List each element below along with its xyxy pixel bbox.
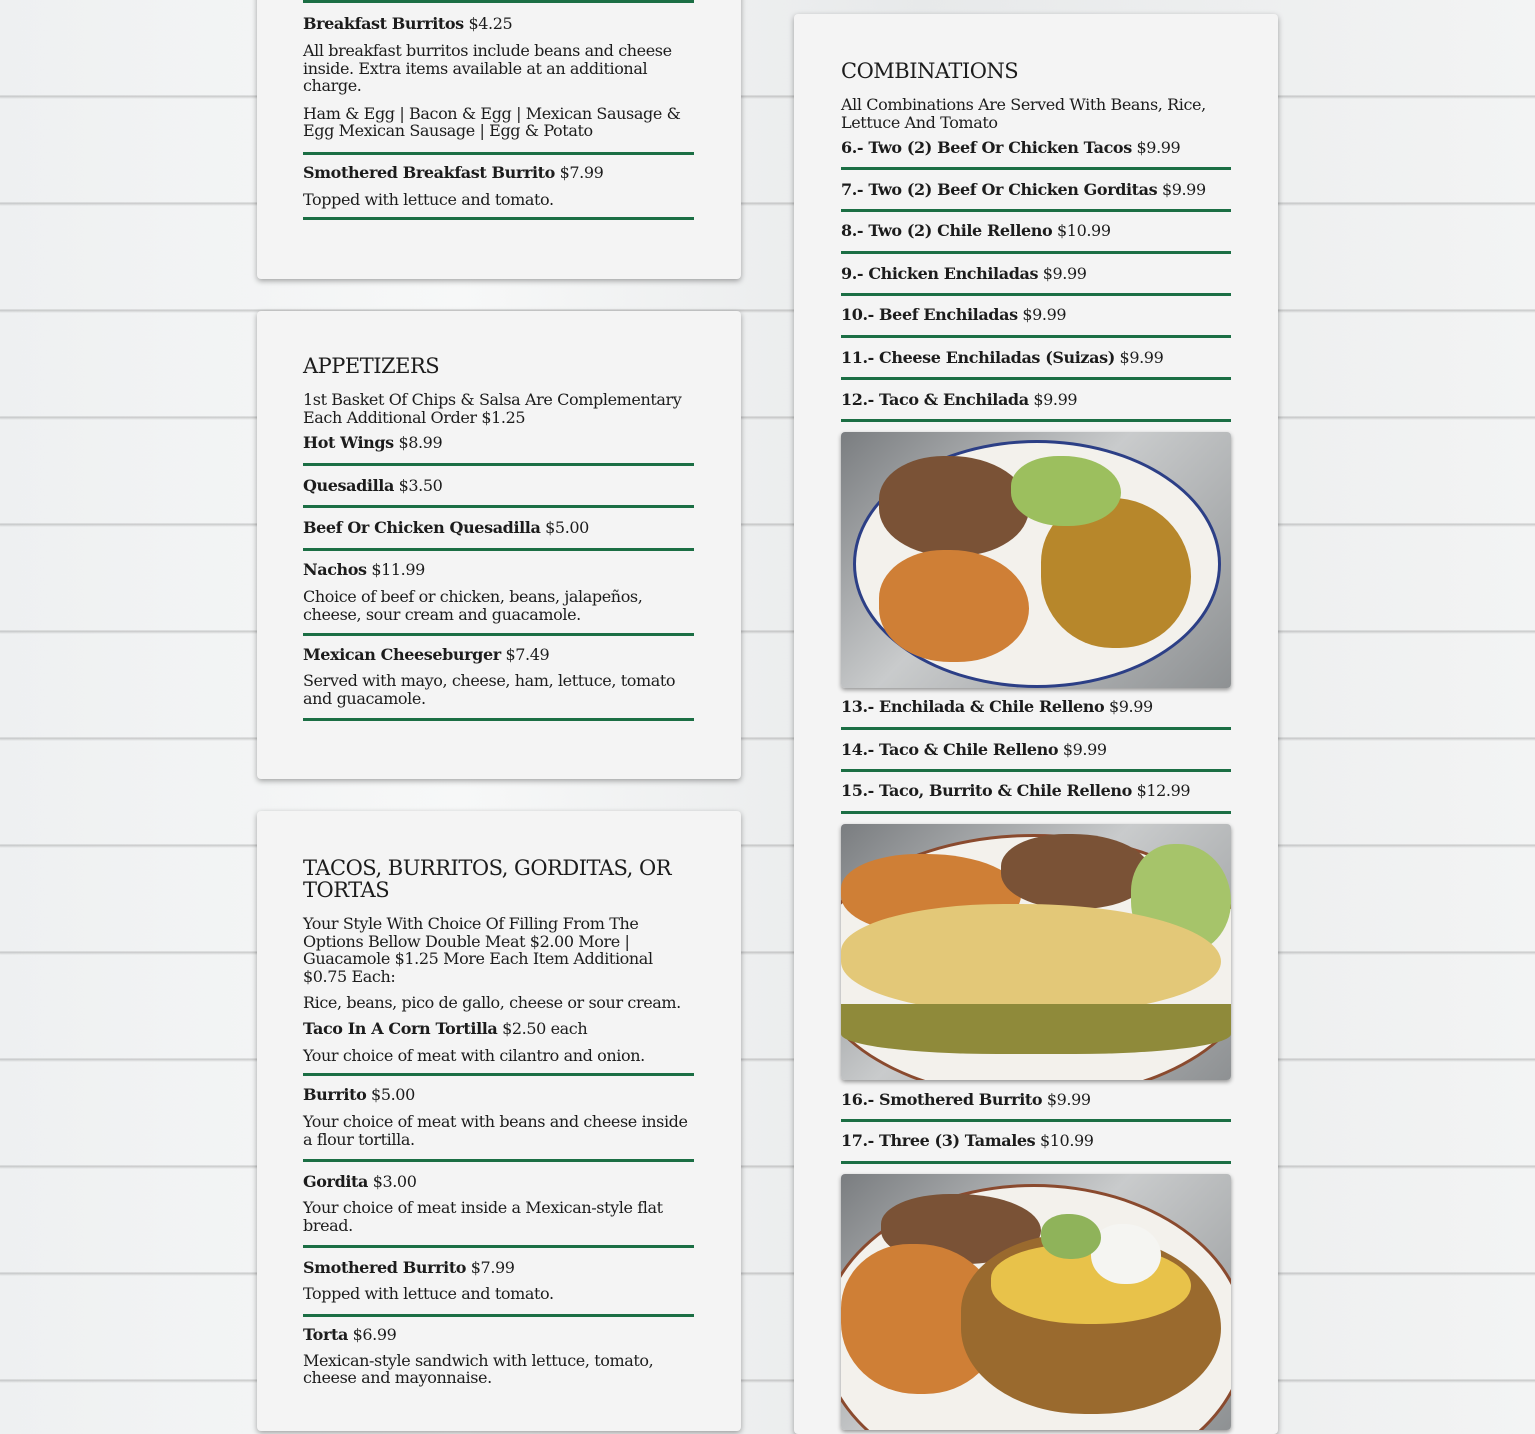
- menu-item: [303, 155, 694, 221]
- item-price: $12.99: [1136, 781, 1191, 800]
- item-name: 12.- Taco & Enchilada: [841, 390, 1029, 409]
- item-name: Gordita: [303, 1172, 368, 1191]
- menu-item: [841, 772, 1231, 814]
- menu-item: [841, 688, 1231, 730]
- item-price: $9.99: [1062, 740, 1107, 759]
- item-name: 17.- Three (3) Tamales: [841, 1131, 1036, 1150]
- item-description: Choice of beef or chicken, beans, jalapeños, cheese, sour cream and guacamole.: [303, 587, 643, 624]
- item-description: Your choice of meat with cilantro and onion.: [303, 1045, 645, 1065]
- menu-item: [841, 1080, 1231, 1122]
- section-title: TACOS, BURRITOS, GORDITAS, OR TORTAS: [303, 856, 672, 902]
- smothered-burrito-photo: [841, 824, 1231, 1080]
- menu-item: [303, 1012, 694, 1077]
- item-name: Breakfast Burritos: [303, 14, 464, 33]
- item-name: 16.- Smothered Burrito: [841, 1090, 1043, 1109]
- item-price: $4.25: [468, 14, 513, 33]
- item-price: $9.99: [1109, 697, 1153, 716]
- item-description: Your choice of meat with beans and cheese inside a flour tortilla.: [303, 1112, 688, 1149]
- item-description: Topped with lettuce and tomato.: [303, 189, 554, 209]
- item-price: $9.99: [1042, 264, 1087, 283]
- item-description: Topped with lettuce and tomato.: [303, 1284, 554, 1303]
- item-name: Beef Or Chicken Quesadilla: [303, 518, 541, 537]
- item-price: $9.99: [1046, 1090, 1091, 1109]
- enchilada-plate-photo: [841, 432, 1231, 688]
- item-price: $7.99: [470, 1258, 515, 1277]
- menu-item: [841, 296, 1231, 338]
- item-price: $5.00: [371, 1085, 415, 1104]
- item-price: $10.99: [1057, 221, 1111, 240]
- flautas-plate-photo: [841, 1174, 1231, 1430]
- item-price: $9.99: [1022, 305, 1067, 324]
- item-price: $7.99: [559, 162, 604, 182]
- item-name: Smothered Breakfast Burrito: [303, 162, 555, 182]
- section-title: COMBINATIONS: [841, 59, 1019, 83]
- item-price: $8.99: [398, 433, 443, 452]
- item-name: Nachos: [303, 560, 367, 579]
- item-name: 8.- Two (2) Chile Relleno: [841, 221, 1053, 240]
- item-name: Mexican Cheeseburger: [303, 645, 501, 664]
- item-price: $9.99: [1136, 138, 1181, 157]
- item-name: Taco In A Corn Tortilla: [303, 1018, 498, 1038]
- item-description: All breakfast burritos include beans and cheese inside. Extra items available at an additional charge.: [303, 41, 672, 95]
- item-description: Mexican-style sandwich with lettuce, tomato, cheese and mayonnaise.: [303, 1350, 654, 1387]
- item-name: 14.- Taco & Chile Relleno: [841, 740, 1059, 759]
- menu-item: [303, 551, 694, 636]
- section-description: All Combinations Are Served With Beans, Rice, Lettuce And Tomato: [841, 95, 1206, 132]
- item-description: Served with mayo, cheese, ham, lettuce, tomato and guacamole.: [303, 671, 676, 708]
- menu-item: [303, 1162, 694, 1248]
- item-price: $2.50 each: [502, 1018, 588, 1038]
- item-price: $7.49: [505, 645, 550, 664]
- tacos-panel: [257, 811, 741, 1431]
- item-name: Quesadilla: [303, 476, 394, 495]
- item-name: 15.- Taco, Burrito & Chile Relleno: [841, 781, 1132, 800]
- breakfast-panel: [257, 0, 741, 279]
- item-description: Your choice of meat inside a Mexican-style flat bread.: [303, 1198, 663, 1235]
- item-price: $9.99: [1161, 180, 1206, 199]
- menu-item: [303, 3, 694, 155]
- item-name: 7.- Two (2) Beef Or Chicken Gorditas: [841, 180, 1158, 199]
- menu-item: [841, 212, 1231, 254]
- section-note: Rice, beans, pico de gallo, cheese or sour cream.: [303, 993, 681, 1012]
- item-name: Burrito: [303, 1085, 367, 1104]
- section-title: APPETIZERS: [303, 354, 440, 378]
- item-price: $9.99: [1119, 348, 1164, 367]
- menu-item: [303, 466, 694, 508]
- item-name: 13.- Enchilada & Chile Relleno: [841, 697, 1105, 716]
- menu-item: [303, 1076, 694, 1162]
- item-price: $3.50: [398, 476, 443, 495]
- item-price: $11.99: [371, 560, 425, 579]
- menu-item: [303, 1317, 694, 1387]
- item-price: $9.99: [1033, 390, 1078, 409]
- section-description: 1st Basket Of Chips & Salsa Are Complementary Each Additional Order $1.25: [303, 390, 682, 427]
- section-description: Your Style With Choice Of Filling From The Options Bellow Double Meat $2.00 More | Guacamole $1.25 More Each Item Additional $0.75 Each:: [303, 914, 653, 986]
- item-name: 6.- Two (2) Beef Or Chicken Tacos: [841, 138, 1132, 157]
- menu-item: [841, 1122, 1231, 1164]
- item-price: $5.00: [545, 518, 589, 537]
- menu-item: [841, 254, 1231, 296]
- item-price: $3.00: [372, 1172, 417, 1191]
- menu-item: [303, 636, 694, 721]
- item-price: $10.99: [1039, 1131, 1094, 1150]
- combinations-panel: [794, 14, 1278, 1434]
- item-name: 11.- Cheese Enchiladas (Suizas): [841, 348, 1115, 367]
- menu-item: [841, 730, 1231, 772]
- item-name: Hot Wings: [303, 433, 394, 452]
- item-name: 9.- Chicken Enchiladas: [841, 264, 1039, 283]
- item-name: Torta: [303, 1324, 348, 1344]
- item-price: $6.99: [352, 1324, 397, 1344]
- item-options: Ham & Egg | Bacon & Egg | Mexican Sausage & Egg Mexican Sausage | Egg & Potato: [303, 103, 681, 140]
- menu-item: [303, 508, 694, 551]
- menu-item: [303, 1248, 694, 1317]
- menu-item: [841, 170, 1231, 212]
- item-name: 10.- Beef Enchiladas: [841, 305, 1018, 324]
- menu-item: [841, 338, 1231, 380]
- item-name: Smothered Burrito: [303, 1258, 467, 1277]
- menu-item: [303, 426, 694, 466]
- menu-item: [841, 380, 1231, 422]
- menu-item: [841, 131, 1231, 170]
- appetizers-panel: [257, 311, 741, 779]
